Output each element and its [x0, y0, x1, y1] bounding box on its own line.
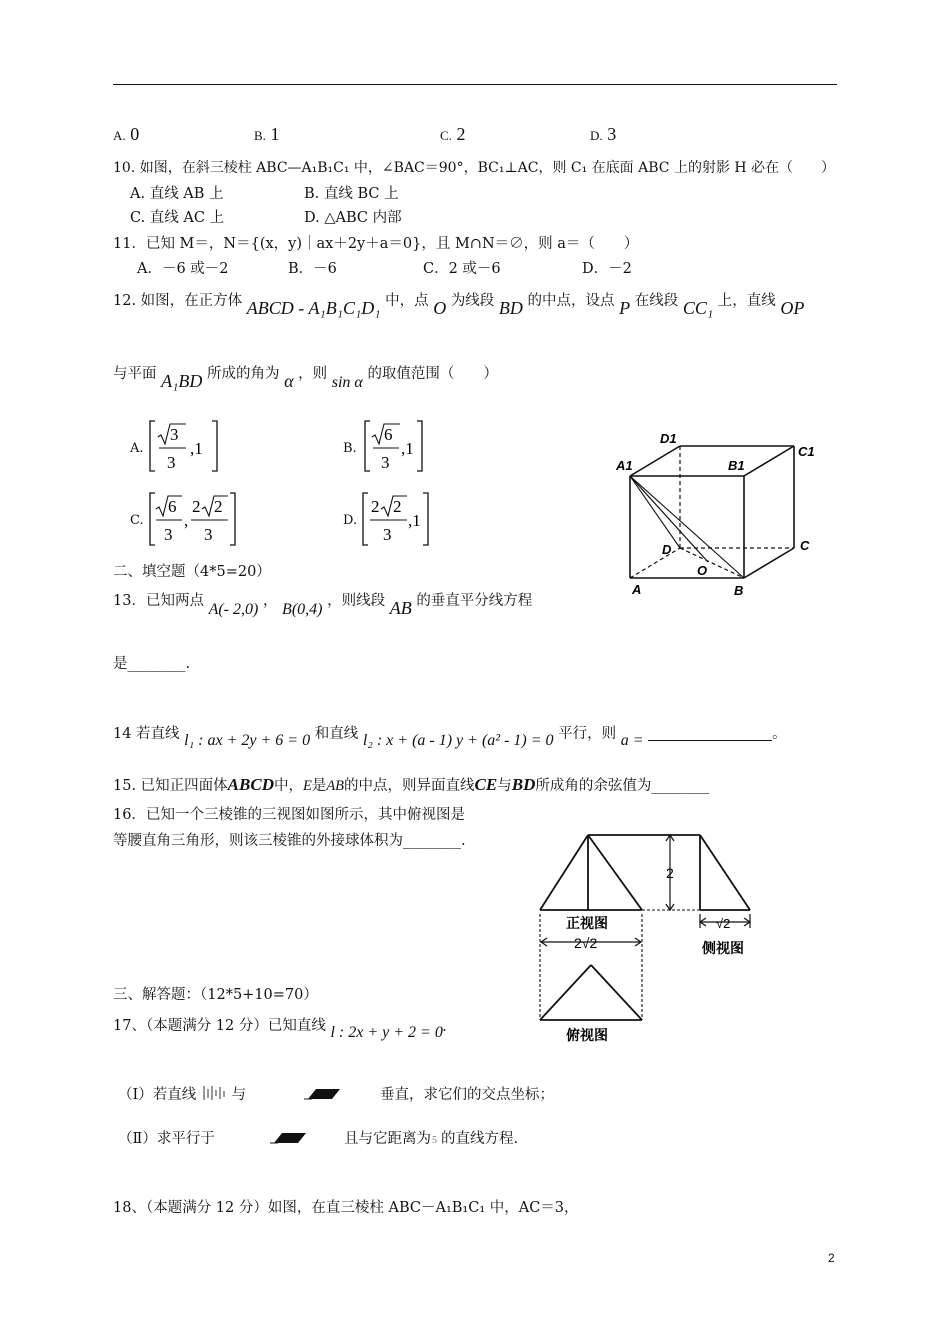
q12-text: 与平面 [113, 366, 157, 382]
garbled-formula-image [302, 1087, 342, 1101]
q14-line [113, 722, 787, 749]
q12-option-a [146, 418, 221, 474]
svg-text:3: 3 [381, 453, 390, 472]
q12-p: P [619, 298, 631, 318]
q12-line1 [113, 289, 805, 318]
q12-option-d [359, 490, 434, 548]
q12-bd: BD [498, 298, 523, 318]
q11-option-d: D．－2 [582, 261, 632, 277]
q12-text: ，则 [298, 366, 328, 382]
svg-text:,1: ,1 [190, 439, 203, 458]
q12-text: 的取值范围（ ） [367, 366, 498, 382]
svg-text:3: 3 [170, 425, 179, 444]
q12-plane: A₁BD [161, 371, 203, 391]
q13-line1: 13．已知两点 A(- 2,0) ， B(0,4) ，则线段 AB 的垂直平分线方程 [113, 593, 533, 618]
label-b: B [734, 583, 744, 598]
q12-text: 12. 如图，在正方体 [113, 293, 243, 309]
q12-line2 [113, 362, 498, 391]
q15-text: 15. 已知正四面体 [113, 778, 228, 794]
label-a1: A1 [616, 458, 633, 473]
label-d1: D1 [660, 431, 677, 446]
q15-abcd: ABCD [227, 775, 274, 794]
q15-line [113, 774, 709, 795]
label-o: O [697, 563, 708, 578]
q10-option-c: C. 直线 AC 上 [130, 210, 225, 226]
label-c: C [800, 538, 810, 553]
q11-option-b: B．－6 [288, 261, 337, 277]
q17-text: 的直线方程. [441, 1131, 519, 1147]
q13-ab: AB [389, 598, 412, 618]
q12-option-b-letter: B. [343, 441, 357, 456]
q12-op: OP [780, 298, 805, 318]
q15-text: 是 [311, 778, 327, 794]
q13-text: ，则线段 [327, 593, 386, 609]
side-view-label: 侧视图 [702, 940, 744, 956]
svg-text:2: 2 [393, 497, 402, 516]
section-3-heading: 三、解答题：（12*5+10=70） [113, 987, 318, 1003]
q15-e: E [302, 778, 312, 794]
q10-stem: 10. 如图，在斜三棱柱 ABC—A₁B₁C₁ 中，∠BAC＝90°，BC₁⊥AC，则 C₁ 在底面 ABC 上的射影 H 必在（ ） [113, 160, 836, 176]
svg-text:6: 6 [168, 497, 177, 516]
q12-text: 为线段 [450, 293, 495, 309]
svg-text:3: 3 [167, 453, 176, 472]
q9-option-b: B. 1 [254, 124, 280, 144]
front-view-label: 正视图 [566, 915, 608, 931]
label-b1: B1 [728, 458, 745, 473]
three-view-figure [530, 830, 762, 1050]
q12-option-c-letter: C. [130, 513, 144, 528]
q12-o: O [433, 298, 447, 318]
svg-text:2: 2 [192, 497, 201, 516]
svg-text:5: 5 [432, 1135, 437, 1145]
side-width-label: √2 [716, 916, 731, 931]
svg-text:6: 6 [384, 425, 393, 444]
q14-l1: l₁ : ax + 2y + 6 = 0 [184, 732, 311, 749]
svg-text:,: , [184, 511, 189, 530]
q10-option-d: D. △ABC 内部 [304, 210, 402, 226]
q17-line: l : 2x + y + 2 = 0 [330, 1024, 443, 1041]
top-view-label: 俯视图 [566, 1027, 608, 1043]
q13-point-b: B(0,4) [282, 601, 323, 618]
q13-text: 13．已知两点 [113, 593, 204, 609]
q14-blank [648, 740, 772, 741]
q15-text: 中， [273, 778, 303, 794]
garbled-formula-image [431, 1131, 441, 1145]
q15-ce: CE [474, 775, 498, 794]
q17-text: 与 [231, 1087, 246, 1103]
q17-part2-post [344, 1127, 518, 1148]
svg-text:,1: ,1 [408, 511, 421, 530]
section-2-heading: 二、填空题（4*5=20） [113, 564, 271, 580]
garbled-formula-image [201, 1084, 227, 1102]
svg-text:3: 3 [204, 525, 213, 544]
q17-part1 [118, 1083, 246, 1104]
q15-text: 与 [497, 778, 512, 794]
q11-option-c: C．2 或－6 [423, 261, 501, 277]
q12-text: 的中点，设点 [527, 293, 615, 309]
q14-a: a = [620, 732, 644, 749]
q9-option-d: D. 3 [590, 124, 617, 144]
q12-option-b [361, 418, 436, 474]
q10-option-b: B. 直线 BC 上 [304, 186, 399, 202]
q16-line2: 等腰直角三角形，则该三棱锥的外接球体积为________. [113, 833, 466, 849]
q15-text: 所成角的余弦值为________ [535, 778, 710, 794]
q12-option-d-letter: D. [343, 513, 358, 528]
q17-stem [113, 1014, 447, 1041]
q12-text: 中，点 [385, 293, 429, 309]
q13-point-a: A(- 2,0) [208, 601, 259, 618]
q11-option-a: A．－6 或－2 [137, 261, 229, 277]
q17-text: 17、（本题满分 12 分）已知直线 [113, 1018, 326, 1034]
header-rule [113, 84, 837, 85]
label-a: A [632, 582, 642, 597]
q12-option-c [146, 490, 241, 548]
q11-stem: 11．已知 M＝，N＝{(x，y)｜ax＋2y＋a＝0}，且 M∩N＝∅，则 a＝（ ） [113, 236, 639, 252]
q17-end: . [442, 1018, 447, 1035]
q13-line2: 是________. [113, 656, 191, 672]
q12-text: 上，直线 [717, 293, 776, 309]
q9-option-c: C. 2 [440, 124, 466, 144]
q12-alpha: α [284, 371, 294, 391]
q16-line1: 16．已知一个三棱锥的三视图如图所示，其中俯视图是 [113, 807, 465, 823]
garbled-formula-image [268, 1131, 308, 1145]
q17-part1-post: 垂直，求它们的交点坐标； [380, 1087, 554, 1103]
q15-ab: AB [326, 778, 345, 794]
label-c1: C1 [798, 444, 815, 459]
q14-text: 平行，则 [558, 726, 617, 742]
q12-cube: ABCD - A₁B₁C₁D₁ [246, 298, 381, 318]
svg-text:2: 2 [214, 497, 223, 516]
q17-part2: （Ⅱ）求平行于 [118, 1131, 215, 1147]
q14-end: 。 [772, 726, 787, 742]
q9-option-a: A. 0 [113, 124, 140, 144]
q14-text: 和直线 [314, 726, 359, 742]
q12-text: 所成的角为 [206, 366, 280, 382]
cube-figure [612, 428, 822, 603]
q15-bd: BD [511, 775, 536, 794]
label-d: D [662, 542, 672, 557]
q18-stem: 18、（本题满分 12 分）如图，在直三棱柱 ABC－A₁B₁C₁ 中，AC＝3， [113, 1200, 579, 1216]
q15-text: 的中点，则异面直线 [344, 778, 475, 794]
q13-text: 的垂直平分线方程 [416, 593, 533, 609]
page-number: 2 [828, 1251, 835, 1265]
height-label: 2 [666, 865, 674, 881]
q12-cc1: CC₁ [682, 298, 714, 318]
q10-option-a: A. 直线 AB 上 [130, 186, 224, 202]
q14-text: 14 若直线 [113, 726, 180, 742]
svg-text:2: 2 [371, 497, 380, 516]
width-label: 2√2 [574, 935, 598, 951]
q12-option-a-letter: A. [130, 441, 144, 456]
q17-text: 且与它距离为 [344, 1131, 431, 1147]
svg-text:3: 3 [164, 525, 173, 544]
q17-text: （Ⅰ）若直线 [118, 1087, 197, 1103]
svg-text:,1: ,1 [401, 439, 414, 458]
svg-text:3: 3 [383, 525, 392, 544]
q12-text: 在线段 [634, 293, 679, 309]
q14-l2: l₂ : x + (a - 1) y + (a² - 1) = 0 [362, 732, 554, 749]
q12-sina: sin α [331, 374, 363, 391]
